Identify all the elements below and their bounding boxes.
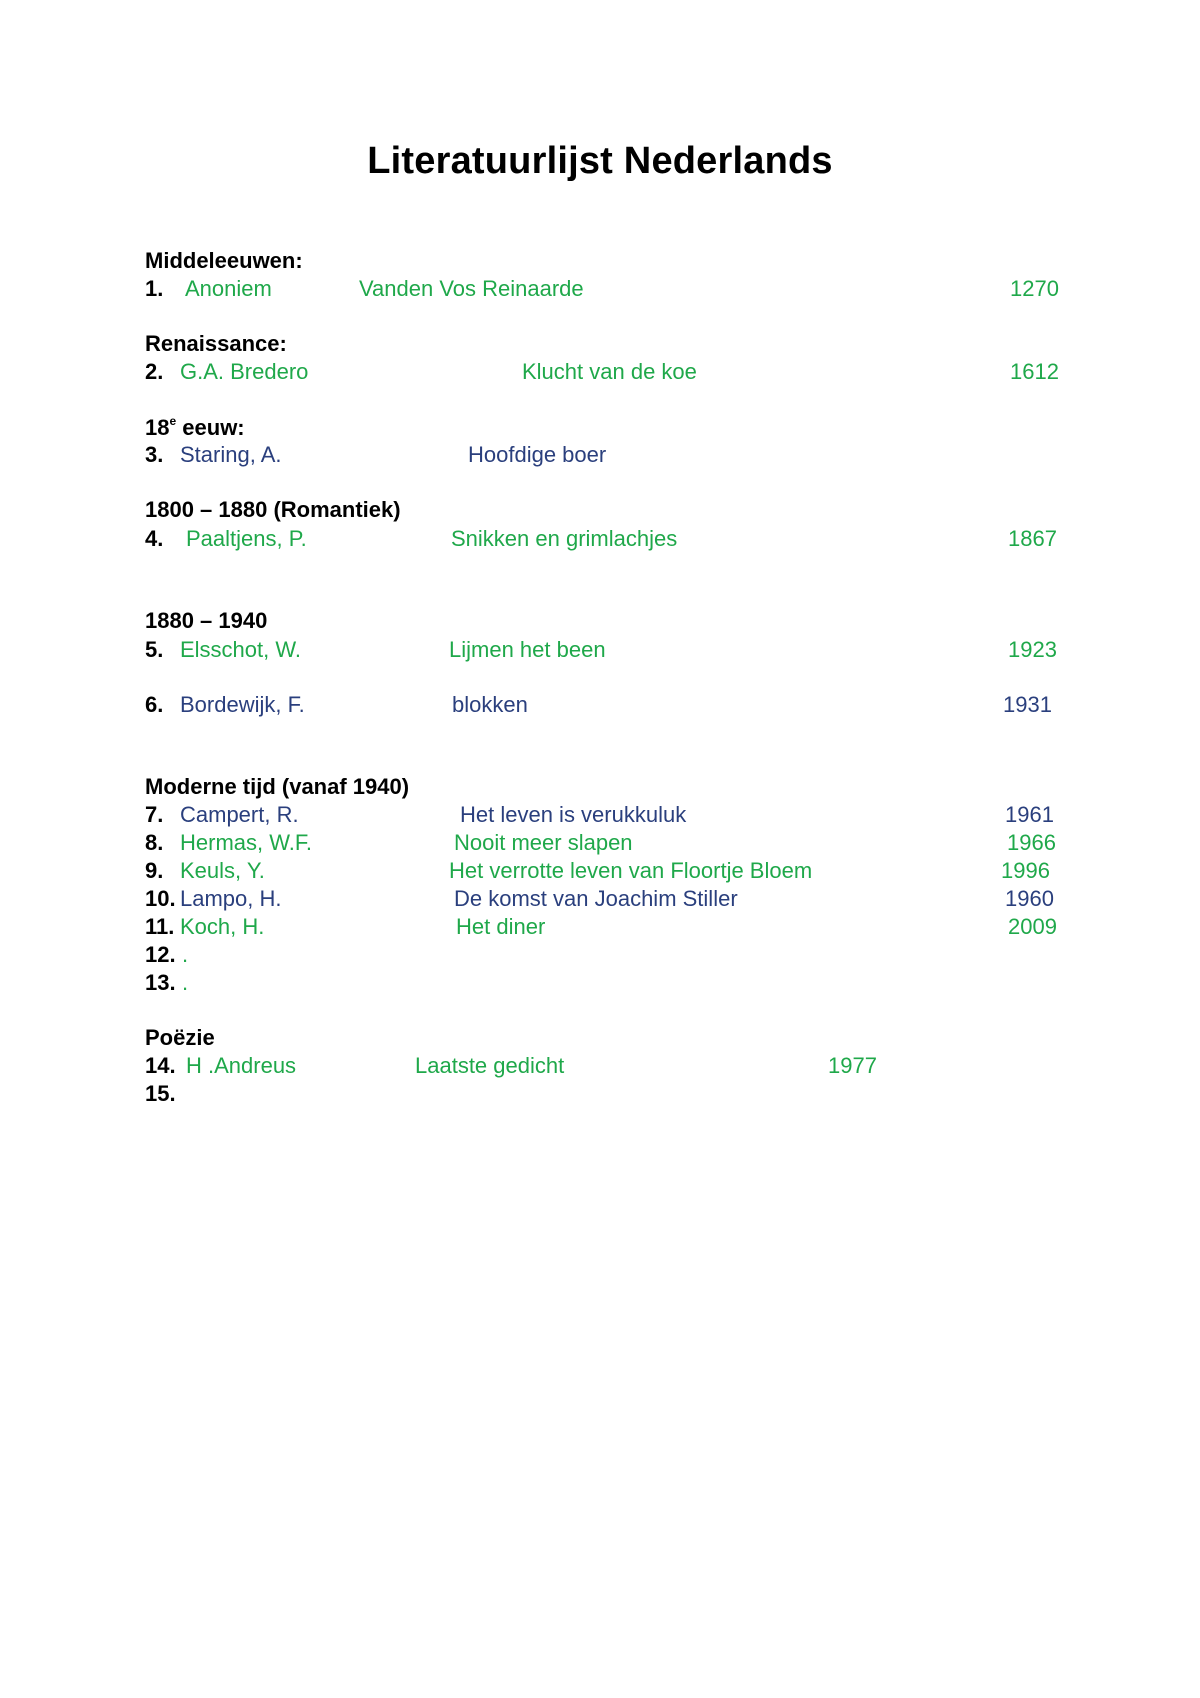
item-number: 11.	[145, 914, 175, 939]
item-author: H .Andreus	[186, 1053, 297, 1078]
item-author: Lampo, H.	[180, 886, 282, 911]
item-title: Nooit meer slapen	[454, 830, 633, 855]
item-title: Snikken en grimlachjes	[451, 526, 678, 551]
section-heading-moderne-tijd: Moderne tijd (vanaf 1940)	[145, 774, 410, 799]
item-author: Campert, R.	[180, 802, 299, 827]
item-title: De komst van Joachim Stiller	[454, 886, 738, 911]
list-item	[145, 1081, 1145, 1109]
list-item	[145, 1053, 1145, 1081]
item-author: Elsschot, W.	[180, 637, 302, 662]
item-number: 8.	[145, 830, 164, 855]
item-year: 1923	[1008, 637, 1057, 662]
item-year: 1612	[1010, 359, 1059, 384]
item-title: Laatste gedicht	[415, 1053, 565, 1078]
item-number: 6.	[145, 692, 164, 717]
item-author: .	[182, 970, 189, 995]
list-item	[145, 276, 1145, 304]
item-number: 5.	[145, 637, 164, 662]
item-number: 10.	[145, 886, 176, 911]
century-number: 18	[145, 415, 170, 440]
item-number: 9.	[145, 858, 164, 883]
list-item	[145, 886, 1145, 914]
item-year: 1270	[1010, 276, 1059, 301]
item-year: 1931	[1003, 692, 1052, 717]
item-number: 1.	[145, 276, 164, 301]
item-year: 2009	[1008, 914, 1057, 939]
item-title: Het leven is verukkuluk	[460, 802, 687, 827]
list-item	[145, 359, 1145, 387]
item-author: .	[182, 942, 189, 967]
list-item	[145, 942, 1145, 970]
item-author: Anoniem	[185, 276, 272, 301]
list-item	[145, 802, 1145, 830]
item-author: Koch, H.	[180, 914, 265, 939]
item-title: Lijmen het been	[449, 637, 606, 662]
list-item	[145, 858, 1145, 886]
item-year: 1960	[1005, 886, 1054, 911]
item-number: 14.	[145, 1053, 176, 1078]
item-title: Vanden Vos Reinaarde	[359, 276, 584, 301]
item-author: Bordewijk, F.	[180, 692, 305, 717]
item-title: Hoofdige boer	[468, 442, 607, 467]
section-heading-romantiek: 1800 – 1880 (Romantiek)	[145, 497, 401, 522]
item-year: 1961	[1005, 802, 1054, 827]
item-year: 1966	[1007, 830, 1056, 855]
item-number: 7.	[145, 802, 164, 827]
item-year: 1996	[1001, 858, 1050, 883]
item-title: Klucht van de koe	[522, 359, 697, 384]
item-number: 4.	[145, 526, 164, 551]
item-author: G.A. Bredero	[180, 359, 309, 384]
list-item	[145, 442, 1145, 470]
item-title: blokken	[452, 692, 528, 717]
list-item	[145, 692, 1145, 720]
item-author: Keuls, Y.	[180, 858, 265, 883]
item-number: 2.	[145, 359, 164, 384]
item-title: Het diner	[456, 914, 546, 939]
list-item	[145, 526, 1145, 554]
item-year: 1867	[1008, 526, 1057, 551]
item-author: Paaltjens, P.	[186, 526, 307, 551]
item-author: Staring, A.	[180, 442, 282, 467]
section-heading-middeleeuwen: Middeleeuwen:	[145, 248, 303, 273]
list-item	[145, 914, 1145, 942]
century-label: eeuw:	[176, 415, 245, 440]
century-suffix: e	[169, 414, 177, 428]
section-heading-18e-eeuw	[145, 414, 245, 441]
section-heading-1880-1940: 1880 – 1940	[145, 608, 268, 633]
list-item	[145, 637, 1145, 665]
item-year: 1977	[828, 1053, 877, 1078]
item-number: 12.	[145, 942, 176, 967]
section-heading-poezie: Poëzie	[145, 1025, 215, 1050]
list-item	[145, 970, 1145, 998]
item-title: Het verrotte leven van Floortje Bloem	[449, 858, 813, 883]
item-number: 13.	[145, 970, 176, 995]
item-author: Hermas, W.F.	[180, 830, 313, 855]
page-title: Literatuurlijst Nederlands	[367, 140, 833, 182]
section-heading-renaissance: Renaissance:	[145, 331, 287, 356]
item-number: 3.	[145, 442, 164, 467]
list-item	[145, 830, 1145, 858]
item-number: 15.	[145, 1081, 176, 1106]
